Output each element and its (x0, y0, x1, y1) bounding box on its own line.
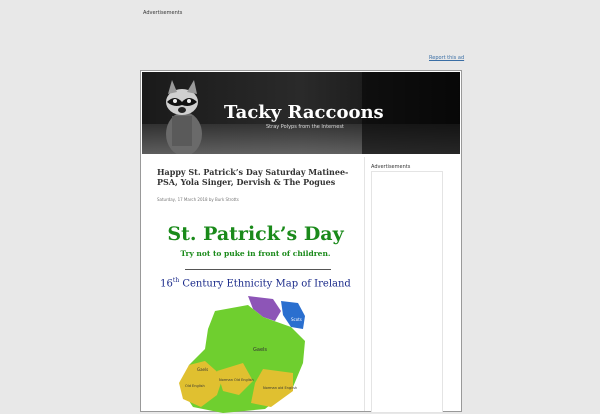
post-meta: Saturday, 17 March 2018 by Burk Strotts (157, 197, 239, 202)
banner-title: St. Patrick’s Day (167, 223, 344, 245)
map-title-sup: th (172, 277, 180, 284)
page-container (140, 70, 462, 412)
map-label-norman-english-2: Norman old English (263, 386, 298, 390)
sidebar-ad-slot[interactable] (371, 171, 443, 413)
report-ad-link[interactable]: Report this ad (429, 55, 465, 61)
map-label-norman-english: Norman Old English (219, 378, 254, 382)
post-title[interactable]: Happy St. Patrick’s Day Saturday Matinee- PSA, Yola Singer, Dervish & The Pogues (157, 167, 349, 187)
ireland-map (153, 291, 358, 414)
top-ads-label: Advertisements (143, 10, 183, 16)
site-tagline: Stray Polyps from the Internest (266, 124, 344, 130)
map-title (153, 277, 358, 289)
map-title-post: Century Ethnicity Map of Ireland (179, 278, 351, 290)
sidebar-ads-label: Advertisements (371, 164, 411, 170)
banner-divider (185, 269, 331, 270)
map-label-gaels-2: Gaels (197, 367, 209, 372)
post-image (153, 219, 358, 414)
site-header[interactable] (142, 72, 460, 154)
column-divider (364, 157, 365, 411)
map-label-old-english: Old English (185, 384, 205, 388)
banner-subtitle: Try not to puke in front of children. (180, 249, 331, 258)
site-title[interactable]: Tacky Raccoons (224, 102, 384, 123)
map-label-gaels: Gaels (253, 347, 268, 353)
map-title-pre: 16 (160, 278, 173, 290)
map-label-scots: Scots (291, 317, 302, 322)
